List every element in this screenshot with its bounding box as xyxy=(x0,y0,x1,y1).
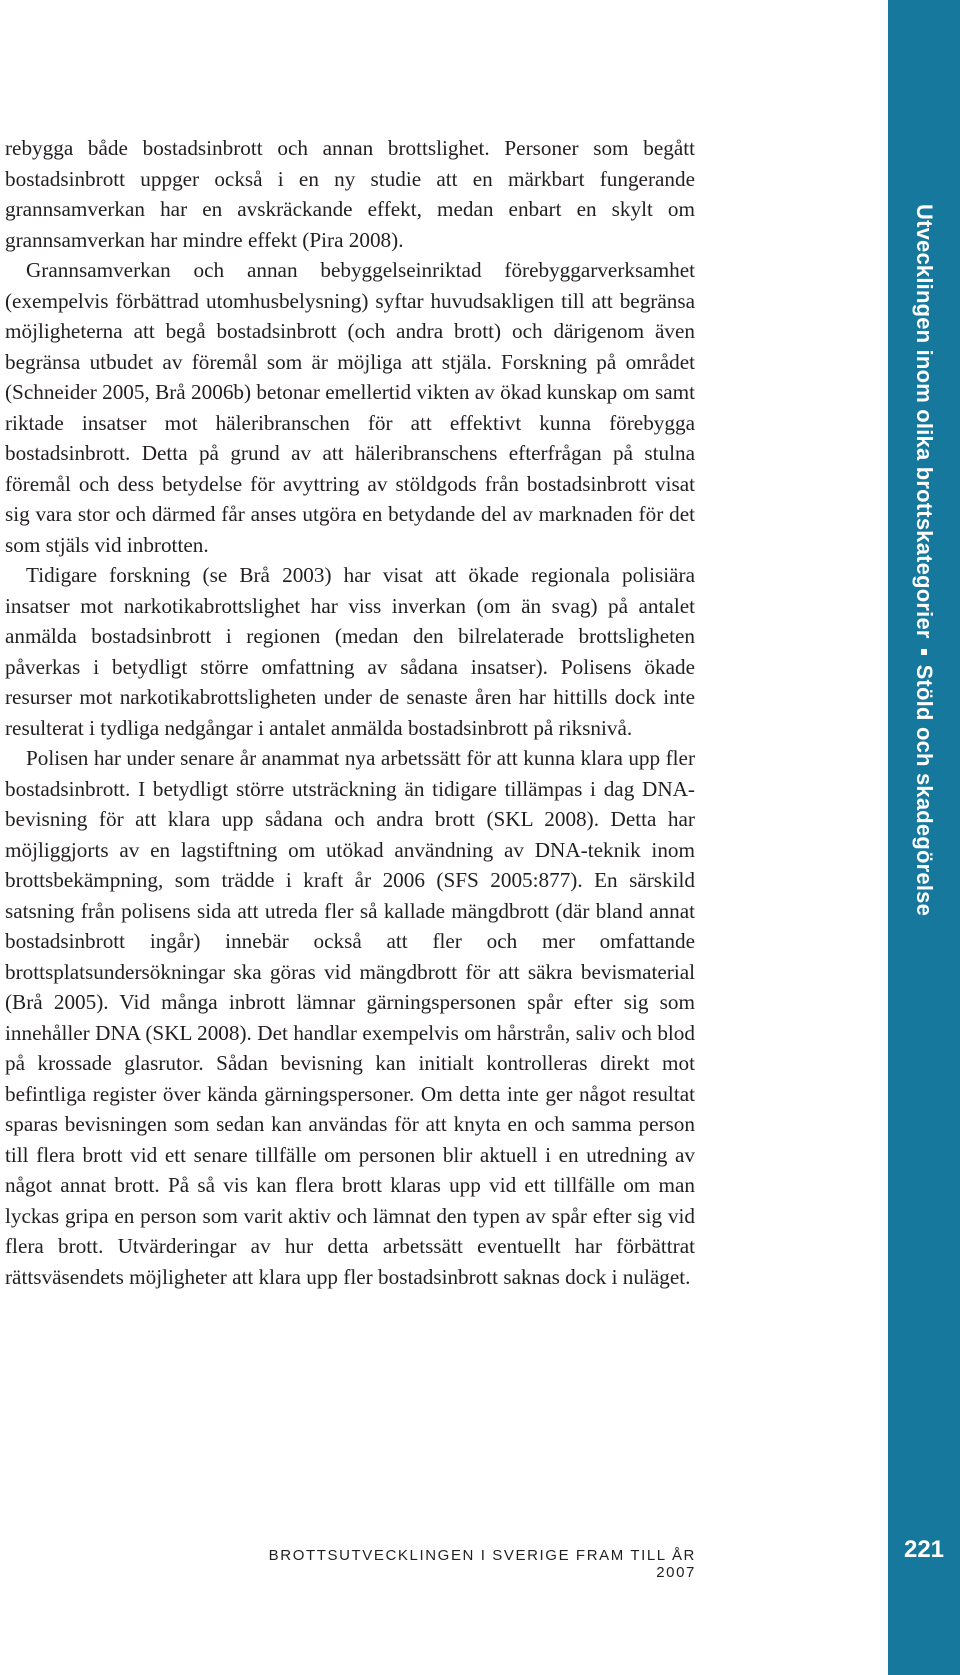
paragraph-1: rebygga både bostadsinbrott och annan brottslighet. Personer som begått bostadsinbrott uppger också i en ny studie att en märkbart fungerande grannsamverkan har en avskräckande effekt, medan enbart en skylt om grannsamverkan har mindre effekt (Pira 2008). xyxy=(5,136,695,252)
paragraph-3: Tidigare forskning (se Brå 2003) har visat att ökade regionala polisiära insatser mot narkotikabrottslighet har viss inverkan (om än svag) på antalet anmälda bostadsinbrott i regionen (medan den bilrelaterade brottsligheten påverkas i betydligt större omfattning av sådana insatser). Polisens ökade resurser mot narkotikabrottsligheten under de senaste åren har hittills dock inte resulterat i tydliga nedgångar i antalet anmälda bostadsinbrott på riksnivå. xyxy=(5,563,695,740)
page-number: 221 xyxy=(903,1536,945,1563)
separator-square-icon xyxy=(921,649,927,655)
section-title: Stöld och skadegörelse xyxy=(912,664,937,917)
chapter-side-title xyxy=(911,204,937,916)
paragraph-4: Polisen har under senare år anammat nya arbetssätt för att kunna klara upp fler bostadsinbrott. I betydligt större utsträckning än tidigare tillämpas i dag DNA-bevisning för att klara upp sådana och andra brott (SKL 2008). Detta har möjliggjorts av en lagstiftning om utökad användning av DNA-teknik inom brottsbekämpning, som trädde i kraft år 2006 (SFS 2005:877). En särskild satsning från polisens sida att utreda fler så kallade mängdbrott (där bland annat bostadsinbrott ingår) innebär också att fler och mer omfattande brottsplatsundersökningar ska göras vid mängdbrott för att säkra bevismaterial (Brå 2005). Vid många inbrott lämnar gärningspersonen spår efter sig som innehåller DNA (SKL 2008). Det handlar exempelvis om hårstrån, saliv och blod på krossade glasrutor. Sådan bevisning kan initialt kontrolleras direkt mot befintliga register över kända gärningspersoner. Om detta inte ger något resultat sparas bevisningen som sedan kan användas för att knyta en och samma person till flera brott vid ett senare tillfälle om personen blir aktuell i en utredning av något annat brott. På så vis kan flera brott klaras upp vid ett tillfälle om man lyckas gripa en person som varit aktiv och lämnat den typen av spår efter sig vid flera brott. Utvärderingar av hur detta arbetssätt eventuellt har förbättrat rättsväsendets möjligheter att klara upp fler bostadsinbrott saknas dock i nuläget. xyxy=(5,746,695,1289)
paragraph-2: Grannsamverkan och annan bebyggelseinriktad förebyggarverksamhet (exempelvis förbättrad utomhusbelysning) syftar huvudsakligen till att begränsa möjligheterna att begå bostadsinbrott (och andra brott) och därigenom även begränsa utbudet av föremål som är möjliga att stjäla. Forskning på området (Schneider 2005, Brå 2006b) betonar emellertid vikten av ökad kunskap om samt riktade insatser mot häleribranschen för att effektivt kunna förebygga bostadsinbrott. Detta på grund av att häleribranschens efterfrågan på stulna föremål och dess betydelse för avyttring av stöldgods från bostadsinbrott visat sig vara stor och därmed får anses utgöra en betydande del av marknaden för det som stjäls vid inbrotten. xyxy=(5,258,695,557)
body-text xyxy=(5,133,695,1292)
chapter-title: Utvecklingen inom olika brottskategorier xyxy=(912,203,937,639)
running-footer-title: BROTTSUTVECKLINGEN I SVERIGE FRAM TILL ÅR 2007 xyxy=(268,1547,696,1581)
